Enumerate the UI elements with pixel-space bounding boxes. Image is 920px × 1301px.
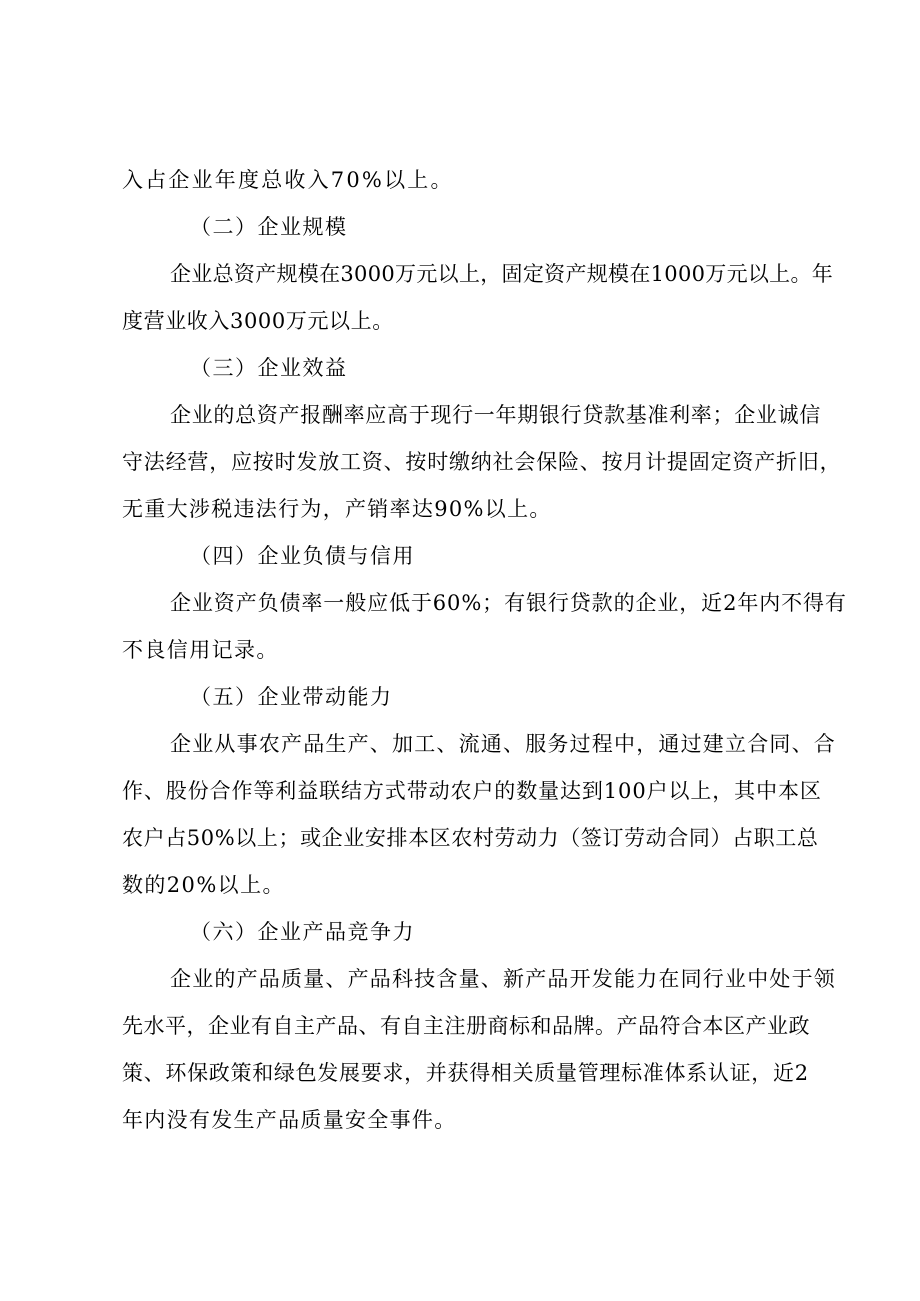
paragraph-line: 企业资产负债率一般应低于60%；有银行贷款的企业，近2年内不得有 bbox=[170, 591, 847, 615]
paragraph-line: 作、股份合作等利益联结方式带动农户的数量达到100户以上，其中本区 bbox=[122, 779, 822, 803]
paragraph-line: 度营业收入3000万元以上。 bbox=[122, 309, 394, 333]
paragraph-line: 策、环保政策和绿色发展要求，并获得相关质量管理标准体系认证，近2 bbox=[122, 1061, 809, 1085]
paragraph-line: 无重大涉税违法行为，产销率达90%以上。 bbox=[122, 497, 552, 521]
paragraph-line: 企业的产品质量、产品科技含量、新产品开发能力在同行业中处于领 bbox=[170, 967, 836, 991]
paragraph-line: 数的20%以上。 bbox=[122, 873, 285, 897]
paragraph-line: 企业从事农产品生产、加工、流通、服务过程中，通过建立合同、合 bbox=[170, 732, 836, 756]
section-heading-competitiveness: （六）企业产品竞争力 bbox=[190, 920, 415, 944]
section-heading-scale: （二）企业规模 bbox=[190, 215, 348, 239]
section-heading-benefit: （三）企业效益 bbox=[190, 356, 348, 380]
section-heading-debt-credit: （四）企业负债与信用 bbox=[190, 544, 415, 568]
paragraph-line: 先水平，企业有自主产品、有自主注册商标和品牌。产品符合本区产业政 bbox=[122, 1014, 810, 1038]
section-heading-driving-capacity: （五）企业带动能力 bbox=[190, 685, 393, 709]
paragraph-line: 入占企业年度总收入70%以上。 bbox=[122, 168, 454, 192]
paragraph-line: 农户占50%以上；或企业安排本区农村劳动力（签订劳动合同）占职工总 bbox=[122, 826, 819, 850]
paragraph-line: 企业的总资产报酬率应高于现行一年期银行贷款基准利率；企业诚信 bbox=[170, 403, 821, 427]
paragraph-line: 不良信用记录。 bbox=[122, 638, 279, 662]
paragraph-line: 企业总资产规模在3000万元以上，固定资产规模在1000万元以上。年 bbox=[170, 262, 834, 286]
paragraph-line: 年内没有发生产品质量安全事件。 bbox=[122, 1108, 457, 1132]
paragraph-line: 守法经营，应按时发放工资、按时缴纳社会保险、按月计提固定资产折旧， bbox=[122, 450, 842, 474]
